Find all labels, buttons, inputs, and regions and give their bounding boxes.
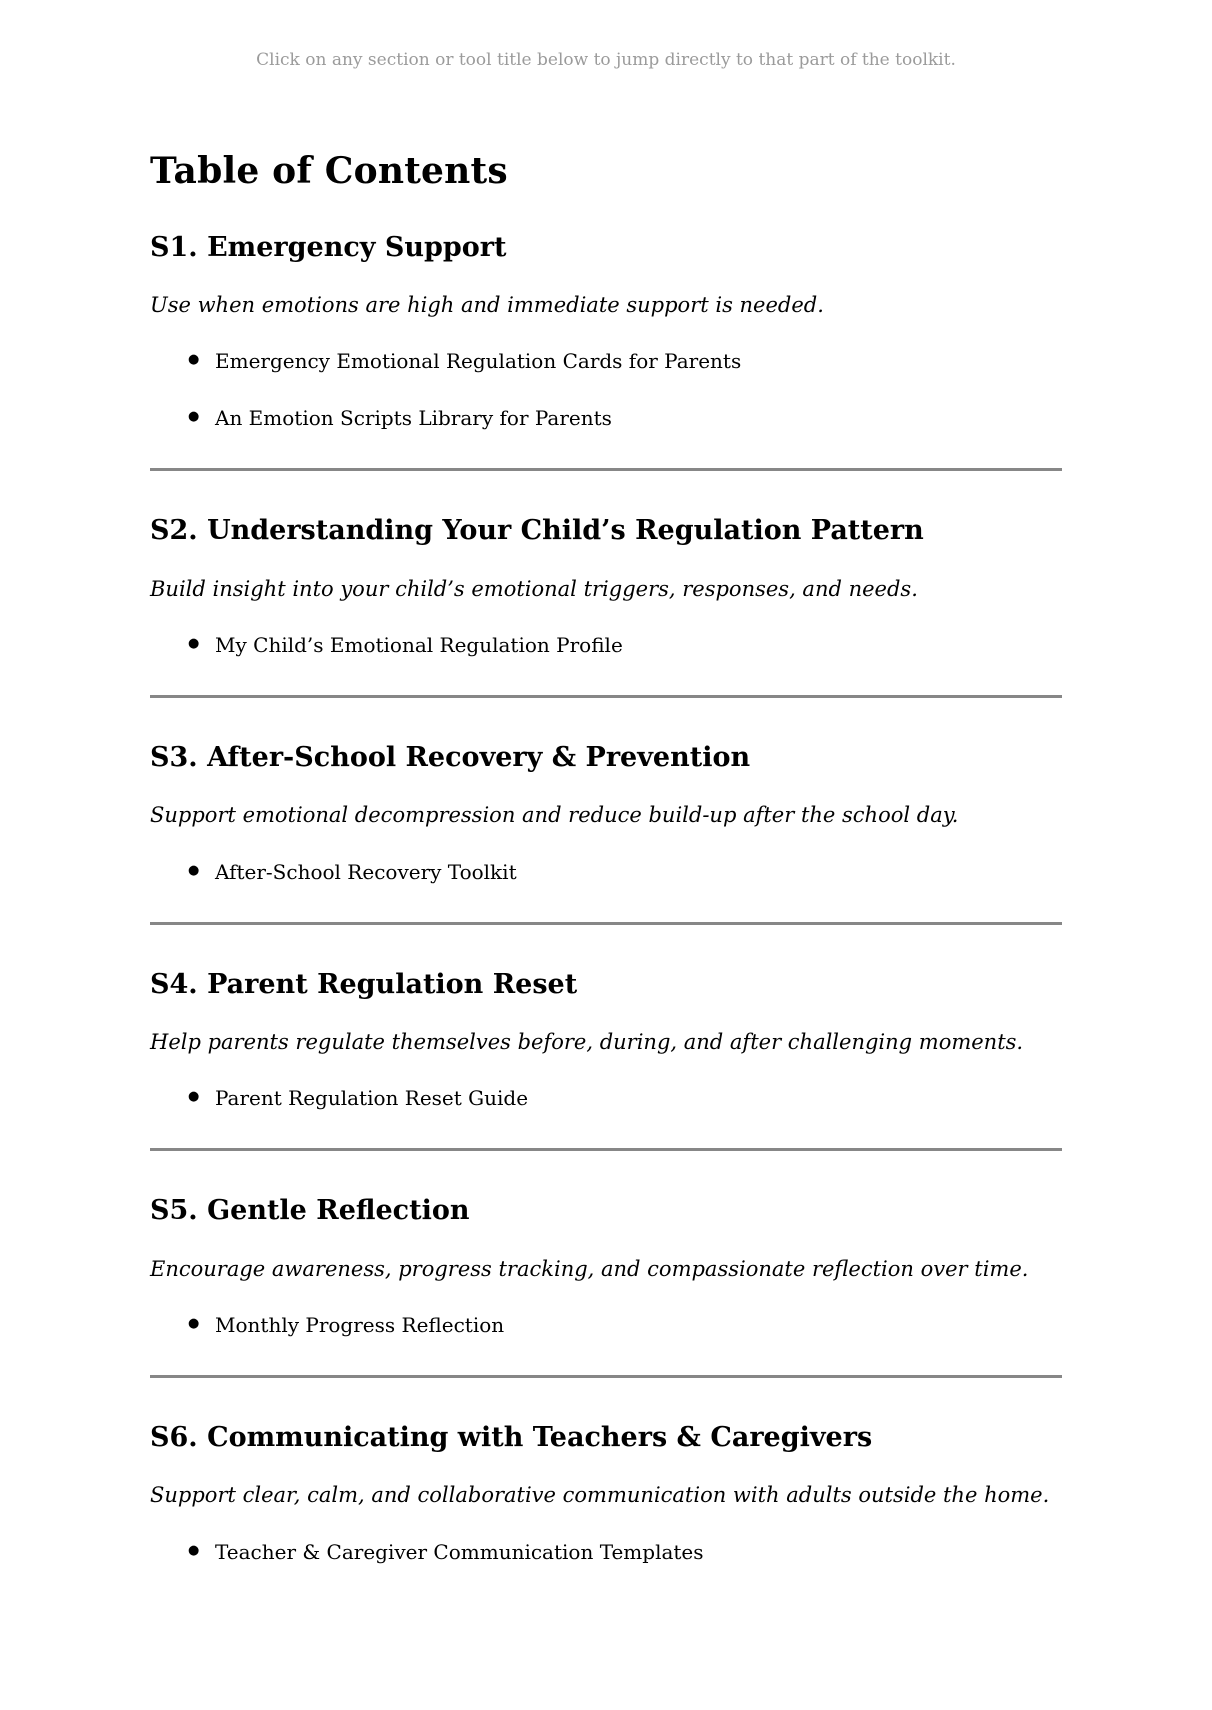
section-divider <box>150 1375 1062 1378</box>
section-heading-link-s6[interactable]: S6. Communicating with Teachers & Caregivers <box>150 1422 873 1454</box>
section-description: Encourage awareness, progress tracking, and compassionate reflection over time. <box>150 1256 1029 1281</box>
tool-link[interactable]: ● Emergency Emotional Regulation Cards for Parents <box>215 349 1062 373</box>
section-heading-link-s5[interactable]: S5. Gentle Reflection <box>150 1195 470 1227</box>
tool-list <box>150 1540 1062 1564</box>
tool-link[interactable]: ● Parent Regulation Reset Guide <box>215 1086 1062 1110</box>
section-divider <box>150 1148 1062 1151</box>
tool-link[interactable]: ● An Emotion Scripts Library for Parents <box>215 406 1062 430</box>
section-divider <box>150 468 1062 471</box>
section-heading-link-s3[interactable]: S3. After-School Recovery & Prevention <box>150 741 751 773</box>
section-divider <box>150 695 1062 698</box>
tool-link[interactable]: ● My Child’s Emotional Regulation Profile <box>215 633 1062 657</box>
section-description: Build insight into your child’s emotional triggers, responses, and needs. <box>150 576 918 601</box>
toc-section-s6 <box>150 1422 1062 1564</box>
section-heading-link-s1[interactable]: S1. Emergency Support <box>150 231 507 263</box>
section-description: Help parents regulate themselves before, during, and after challenging moments. <box>150 1030 1024 1055</box>
toc-section-s2 <box>150 515 1062 657</box>
section-description: Use when emotions are high and immediate support is needed. <box>150 292 824 317</box>
toc-content <box>150 150 1062 1563</box>
tool-link[interactable]: ● Monthly Progress Reflection <box>215 1313 1062 1337</box>
toc-section-s5 <box>150 1195 1062 1337</box>
section-heading-link-s2[interactable]: S2. Understanding Your Child’s Regulation Pattern <box>150 515 924 547</box>
tool-list <box>150 1313 1062 1337</box>
toc-section-s4 <box>150 969 1062 1111</box>
tool-list <box>150 349 1062 430</box>
tool-list <box>150 1086 1062 1110</box>
tool-list <box>150 633 1062 657</box>
section-heading-link-s4[interactable]: S4. Parent Regulation Reset <box>150 968 578 1000</box>
tool-list <box>150 860 1062 884</box>
section-description: Support clear, calm, and collaborative communication with adults outside the home. <box>150 1483 1050 1508</box>
tool-link[interactable]: ● After-School Recovery Toolkit <box>215 860 1062 884</box>
section-description: Support emotional decompression and reduce build-up after the school day. <box>150 803 959 828</box>
tool-link[interactable]: ● Teacher & Caregiver Communication Templates <box>215 1540 1062 1564</box>
toc-instruction-note: Click on any section or tool title below to jump directly to that part of the toolkit. <box>256 50 956 70</box>
section-divider <box>150 922 1062 925</box>
toc-section-s1 <box>150 232 1062 431</box>
page-title: Table of Contents <box>150 150 508 193</box>
toc-section-s3 <box>150 742 1062 884</box>
